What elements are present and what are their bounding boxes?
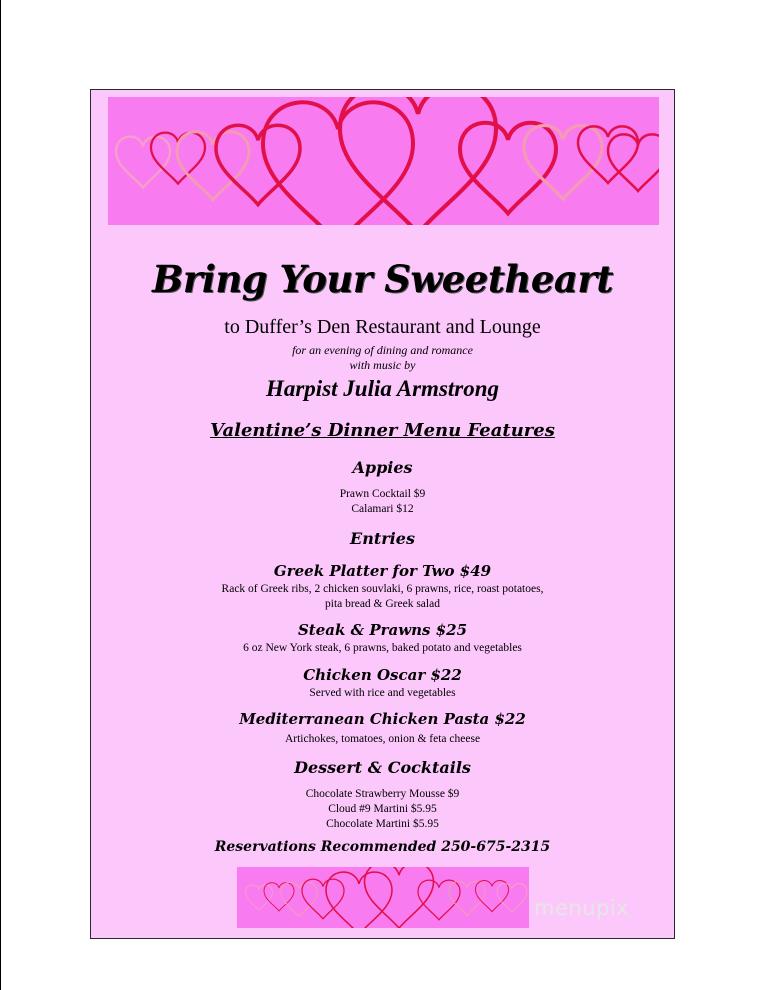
section-title-entries: Entries bbox=[350, 529, 415, 548]
menu-item: Calamari $12 bbox=[351, 503, 414, 515]
music-intro: with music by bbox=[349, 358, 416, 372]
entree-description: pita bread & Greek salad bbox=[325, 598, 440, 610]
entree-description: 6 oz New York steak, 6 prawns, baked potato and vegetables bbox=[243, 642, 522, 654]
section-title-appies: Appies bbox=[352, 458, 413, 477]
tagline: for an evening of dining and romance bbox=[292, 343, 473, 357]
hearts-banner-bottom bbox=[237, 867, 529, 928]
entree-title: Greek Platter for Two $49 bbox=[273, 562, 492, 580]
menu-item: Prawn Cocktail $9 bbox=[339, 488, 426, 500]
section-title-dessert: Dessert & Cocktails bbox=[294, 758, 471, 777]
page-left-edge bbox=[0, 0, 1, 990]
headline: Bring Your Sweetheart bbox=[152, 257, 613, 301]
entree-description: Artichokes, tomatoes, onion & feta cheese bbox=[284, 733, 481, 745]
entree-description: Served with rice and vegetables bbox=[309, 687, 456, 699]
menu-item: Cloud #9 Martini $5.95 bbox=[328, 803, 437, 815]
entree-title: Steak & Prawns $25 bbox=[297, 621, 468, 639]
performer-name: Harpist Julia Armstrong bbox=[265, 376, 500, 401]
reservation-line: Reservations Recommended 250-675-2315 bbox=[214, 839, 551, 855]
restaurant-line: to Duffer’s Den Restaurant and Lounge bbox=[224, 316, 541, 338]
menu-heading: Valentine’s Dinner Menu Features bbox=[210, 420, 555, 441]
entree-title: Chicken Oscar $22 bbox=[303, 666, 462, 684]
entree-description: Rack of Greek ribs, 2 chicken souvlaki, 6 prawns, rice, roast potatoes, bbox=[221, 583, 544, 595]
menu-item: Chocolate Martini $5.95 bbox=[326, 818, 439, 830]
hearts-banner-top bbox=[108, 97, 659, 225]
watermark: menupix bbox=[534, 896, 630, 920]
entree-title: Mediterranean Chicken Pasta $22 bbox=[239, 710, 526, 728]
menu-flyer bbox=[90, 89, 675, 939]
menu-item: Chocolate Strawberry Mousse $9 bbox=[305, 788, 460, 800]
